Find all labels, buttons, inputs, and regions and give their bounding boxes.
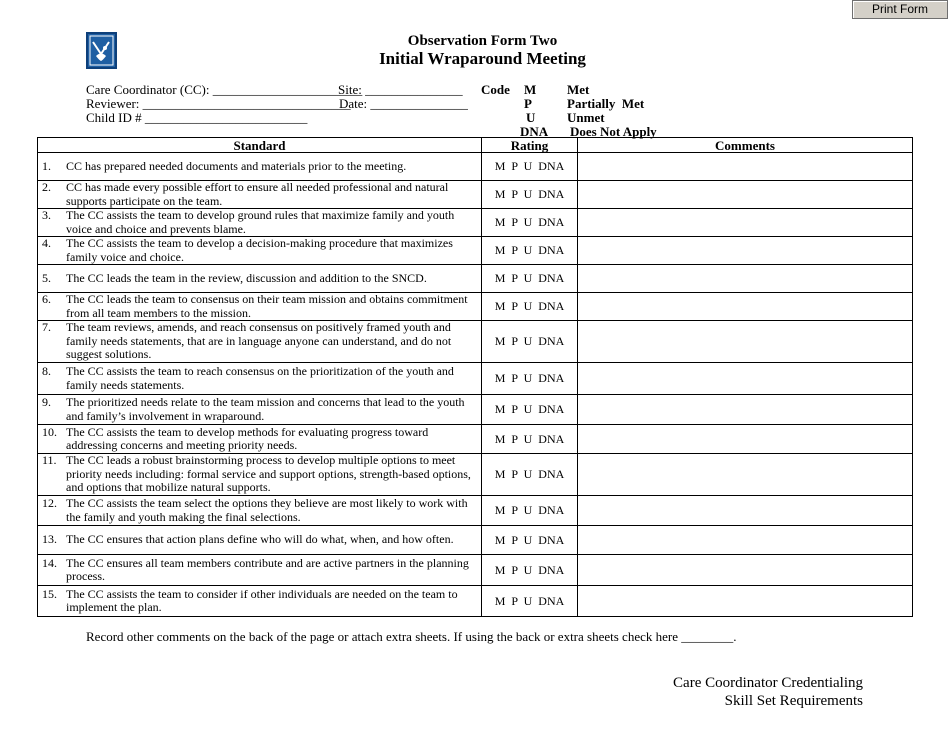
rating-options[interactable]: M P U DNA xyxy=(482,181,578,209)
code-dna-meaning: Does Not Apply xyxy=(570,124,657,139)
table-row xyxy=(38,153,913,181)
comments-cell[interactable] xyxy=(578,293,913,321)
child-id-field[interactable]: Child ID # _________________________ xyxy=(86,110,308,125)
rating-options[interactable]: M P U DNA xyxy=(482,293,578,321)
comments-cell[interactable] xyxy=(578,153,913,181)
code-u-meaning: Unmet xyxy=(567,110,605,125)
table-row xyxy=(38,586,913,617)
standard-text: CC has made every possible effort to ensure all needed professional and natural supports participate on the team. xyxy=(66,180,449,208)
comments-cell[interactable] xyxy=(578,209,913,237)
rating-options[interactable]: M P U DNA xyxy=(482,209,578,237)
comments-cell[interactable] xyxy=(578,555,913,586)
table-header-row xyxy=(38,138,913,153)
standard-cell xyxy=(38,526,482,555)
rating-options[interactable]: M P U DNA xyxy=(482,237,578,265)
standard-text: The CC assists the team to develop methods for evaluating progress toward addressing concerns and meeting priority needs. xyxy=(66,424,429,452)
standard-number: 3. xyxy=(42,208,51,222)
standard-text: The CC assists the team select the options they believe are most likely to work with the family and youth making the final selections. xyxy=(66,496,468,524)
standard-cell xyxy=(38,425,482,454)
standard-number: 10. xyxy=(42,424,57,439)
standard-number: 1. xyxy=(42,158,51,173)
standard-cell xyxy=(38,555,482,586)
comments-cell[interactable] xyxy=(578,496,913,526)
table-row xyxy=(38,321,913,363)
rating-options[interactable]: M P U DNA xyxy=(482,265,578,293)
comments-cell[interactable] xyxy=(578,363,913,395)
rating-options[interactable]: M P U DNA xyxy=(482,555,578,586)
table-row xyxy=(38,265,913,293)
standard-number: 2. xyxy=(42,180,51,194)
rating-options[interactable]: M P U DNA xyxy=(482,454,578,496)
standard-cell xyxy=(38,293,482,321)
footer-note: Record other comments on the back of the page or attach extra sheets. If using the back or extra sheets check here ________. xyxy=(86,629,737,644)
standard-cell xyxy=(38,395,482,425)
standard-number: 11. xyxy=(42,453,57,468)
code-m-meaning: Met xyxy=(567,82,590,97)
standard-text: The CC assists the team to develop a decision-making procedure that maximizes family voice and choice. xyxy=(66,236,453,264)
table-row xyxy=(38,237,913,265)
print-form-button[interactable]: Print Form xyxy=(852,0,948,19)
comments-cell[interactable] xyxy=(578,321,913,363)
reviewer-field[interactable]: Reviewer: ________________________________ xyxy=(86,96,351,111)
table-row xyxy=(38,454,913,496)
table-row xyxy=(38,209,913,237)
standard-cell xyxy=(38,181,482,209)
standard-number: 7. xyxy=(42,320,51,335)
care-coordinator-field[interactable]: Care Coordinator (CC): _______________________ xyxy=(86,82,363,97)
standard-cell xyxy=(38,209,482,237)
comments-cell[interactable] xyxy=(578,237,913,265)
standard-cell xyxy=(38,454,482,496)
footer-credentialing xyxy=(673,674,863,710)
rating-options[interactable]: M P U DNA xyxy=(482,496,578,526)
standard-number: 8. xyxy=(42,364,51,378)
table-row xyxy=(38,555,913,586)
standard-text: The prioritized needs relate to the team mission and concerns that lead to the youth and family’s involvement in wraparound. xyxy=(66,395,465,423)
standard-text: CC has prepared needed documents and materials prior to the meeting. xyxy=(66,158,407,173)
standards-table xyxy=(37,137,913,617)
rating-options[interactable]: M P U DNA xyxy=(482,586,578,617)
form-title: Observation Form Two xyxy=(407,33,558,49)
standard-number: 9. xyxy=(42,395,51,409)
code-label: Code xyxy=(481,82,510,97)
standard-text: The team reviews, amends, and reach consensus on positively framed youth and family needs statements, that are in language anyone can understand, and do not suggest solutions. xyxy=(66,320,452,362)
standard-number: 6. xyxy=(42,292,51,306)
footer-line-2: Skill Set Requirements xyxy=(724,693,863,709)
standard-cell xyxy=(38,237,482,265)
standard-cell xyxy=(38,363,482,395)
standard-text: The CC ensures that action plans define who will do what, when, and how often. xyxy=(66,532,454,547)
form-subtitle: Initial Wraparound Meeting xyxy=(379,49,586,68)
standard-column-header: Standard xyxy=(38,138,482,153)
rating-options[interactable]: M P U DNA xyxy=(482,395,578,425)
rating-column-header: Rating xyxy=(482,138,578,153)
rating-options[interactable]: M P U DNA xyxy=(482,363,578,395)
footer-line-1: Care Coordinator Credentialing xyxy=(673,675,863,691)
code-u: U xyxy=(526,110,536,125)
code-m: M xyxy=(524,82,537,97)
standard-cell xyxy=(38,586,482,617)
comments-cell[interactable] xyxy=(578,265,913,293)
comments-cell[interactable] xyxy=(578,181,913,209)
standard-text: The CC assists the team to consider if other individuals are needed on the team to implement the plan. xyxy=(66,586,458,614)
comments-column-header: Comments xyxy=(578,138,913,153)
comments-cell[interactable] xyxy=(578,526,913,555)
standard-number: 15. xyxy=(42,586,57,601)
table-row xyxy=(38,181,913,209)
standard-cell xyxy=(38,321,482,363)
table-row xyxy=(38,293,913,321)
rating-options[interactable]: M P U DNA xyxy=(482,526,578,555)
standard-cell xyxy=(38,496,482,526)
table-row xyxy=(38,425,913,454)
standard-number: 4. xyxy=(42,236,51,250)
table-row xyxy=(38,395,913,425)
comments-cell[interactable] xyxy=(578,395,913,425)
standard-text: The CC leads a robust brainstorming process to develop multiple options to meet priority needs including: formal service and support options, strength-based options, and options that mobilize natural supports. xyxy=(66,453,471,495)
rating-options[interactable]: M P U DNA xyxy=(482,321,578,363)
standard-text: The CC assists the team to reach consensus on the prioritization of the youth and family needs statements. xyxy=(66,364,454,392)
table-row xyxy=(38,363,913,395)
standard-number: 13. xyxy=(42,532,57,547)
date-field[interactable]: Date: _______________ xyxy=(339,96,468,111)
comments-cell[interactable] xyxy=(578,586,913,617)
standard-number: 14. xyxy=(42,555,57,570)
standard-number: 12. xyxy=(42,496,57,510)
standard-text: The CC ensures all team members contribute and are active partners in the planning process. xyxy=(66,555,469,583)
standard-number: 5. xyxy=(42,270,51,285)
code-dna: DNA xyxy=(520,124,549,139)
standard-text: The CC leads the team in the review, discussion and addition to the SNCD. xyxy=(66,270,427,285)
code-p-meaning: Partially Met xyxy=(567,96,645,111)
code-p: P xyxy=(524,96,532,111)
table-row xyxy=(38,496,913,526)
standard-text: The CC leads the team to consensus on their team mission and obtains commitment from all team members to the mission. xyxy=(66,292,468,320)
rating-options[interactable]: M P U DNA xyxy=(482,153,578,181)
table-row xyxy=(38,526,913,555)
comments-cell[interactable] xyxy=(578,425,913,454)
standard-cell xyxy=(38,265,482,293)
comments-cell[interactable] xyxy=(578,454,913,496)
standard-cell xyxy=(38,153,482,181)
standard-text: The CC assists the team to develop ground rules that maximize family and youth voice and choice and prevents blame. xyxy=(66,208,455,236)
site-field[interactable]: Site: _______________ xyxy=(338,82,463,97)
rating-options[interactable]: M P U DNA xyxy=(482,425,578,454)
